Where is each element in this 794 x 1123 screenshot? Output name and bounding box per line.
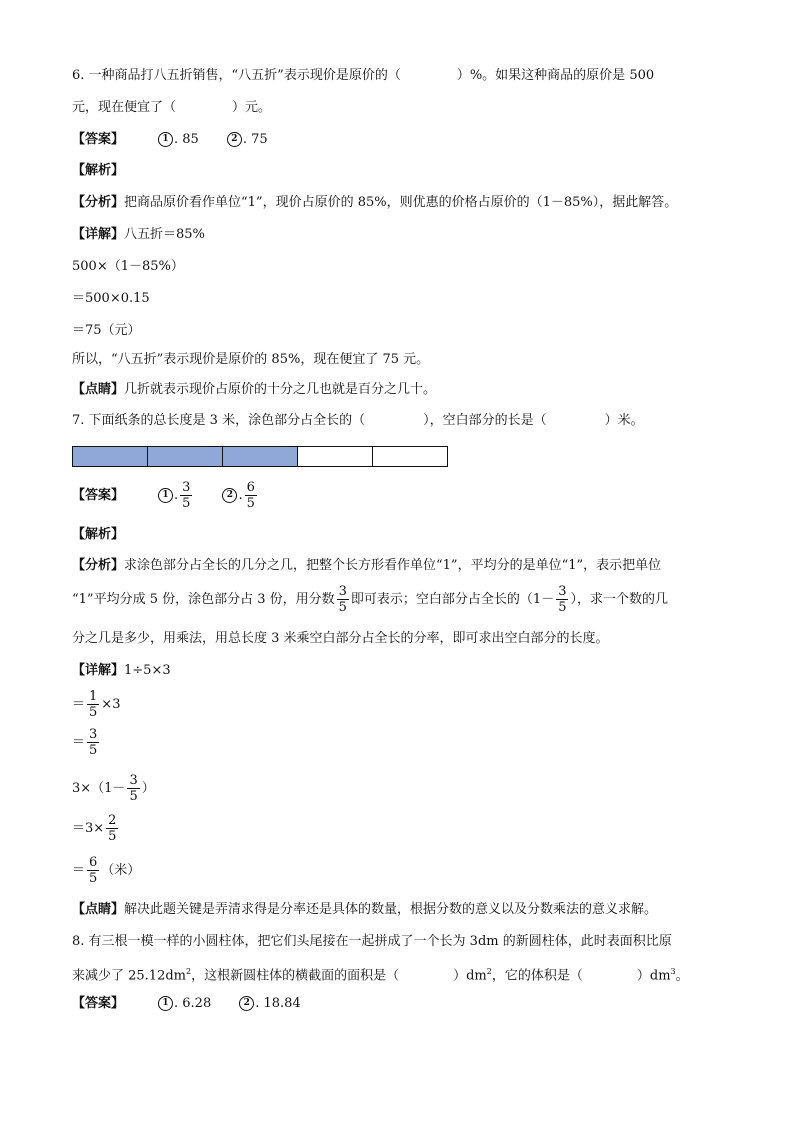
- strip-segment-blank: [373, 447, 447, 466]
- q7-step-3: 3×（1－ $\frac{3}{5}$ ）: [72, 773, 155, 804]
- q6-calc-2: ＝500×0.15: [72, 291, 150, 306]
- circled-number: 1: [158, 132, 173, 147]
- fraction: $\frac{3}{5}$: [182, 480, 191, 511]
- q7-analysis-line2: “1”平均分成 5 份，涂色部分占 3 份，用分数 $\frac{3}{5}$ 即可表示；空白部分占全长的（1－ $\frac{3}{5}$ ），求一个数的几: [72, 584, 668, 615]
- q6-stem-line1: 6. 一种商品打八五折销售，“八五折”表示现价是原价的（ ）%。如果这种商品的原价是 500: [72, 68, 655, 83]
- fraction: $\frac{2}{5}$: [108, 813, 117, 844]
- q8-stem-line1: 8. 有三根一模一样的小圆柱体，把它们头尾接在一起拼成了一个长为 3dm 的新圆柱体，此时表面积比原: [72, 934, 672, 949]
- q7-detail: 【详解】1÷5×3: [72, 663, 171, 678]
- q7-analysis-line3: 分之几是多少，用乘法，用总长度 3 米乘空白部分占全长的分率，即可求出空白部分的长度。: [72, 631, 609, 646]
- fraction: $\frac{6}{5}$: [246, 480, 255, 511]
- q7-answer: 【答案】 1 . $\frac{3}{5}$ 2 . $\frac{6}{5}$: [72, 480, 255, 511]
- circled-number: 1: [158, 996, 173, 1011]
- q7-step-2: ＝ $\frac{3}{5}$: [72, 727, 98, 758]
- strip-segment-shaded: [223, 447, 298, 466]
- q7-stem: 7. 下面纸条的总长度是 3 米，涂色部分占全长的（ ），空白部分的长是（ ）米。: [72, 413, 644, 428]
- fraction: $\frac{1}{5}$: [89, 689, 98, 720]
- q7-step-1: ＝ $\frac{1}{5}$ ×3: [72, 689, 121, 720]
- q6-calc-3: ＝75（元）: [72, 323, 141, 338]
- q6-analysis: 【分析】把商品原价看作单位“1”，现价占原价的 85%，则优惠的价格占原价的（1－85%），据此解答。: [72, 195, 678, 210]
- q6-key-point: 【点睛】几折就表示现价占原价的十分之几也就是百分之几十。: [72, 382, 437, 397]
- circled-number: 1: [158, 488, 173, 503]
- q7-step-4: ＝3× $\frac{2}{5}$: [72, 813, 117, 844]
- fraction: $\frac{3}{5}$: [89, 727, 98, 758]
- q6-stem-line2: 元，现在便宜了（ ）元。: [72, 100, 272, 115]
- paper-strip: [72, 446, 448, 467]
- q6-detail: 【详解】八五折＝85%: [72, 227, 205, 242]
- q6-calc-1: 500×（1－85%）: [72, 259, 184, 274]
- circled-number: 2: [239, 996, 254, 1011]
- q6-conclusion: 所以，“八五折”表示现价是原价的 85%，现在便宜了 75 元。: [72, 352, 430, 367]
- strip-segment-blank: [298, 447, 373, 466]
- q8-answer: 【答案】 1 . 6.28 2 . 18.84: [72, 996, 301, 1011]
- circled-number: 2: [227, 132, 242, 147]
- q7-step-5: ＝ $\frac{6}{5}$ （米）: [72, 855, 141, 886]
- q7-key-point: 【点睛】解决此题关键是弄清求得是分率还是具体的数量，根据分数的意义以及分数乘法的意义求解。: [72, 902, 658, 917]
- q6-jiexi-label: 【解析】: [72, 163, 125, 178]
- fraction: $\frac{6}{5}$: [89, 855, 98, 886]
- fraction: $\frac{3}{5}$: [129, 773, 138, 804]
- fraction: $\frac{3}{5}$: [558, 584, 567, 615]
- circled-number: 2: [222, 488, 237, 503]
- q7-jiexi-label: 【解析】: [72, 527, 125, 542]
- strip-segment-shaded: [73, 447, 148, 466]
- q6-answer: 【答案】 1 . 85 2 . 75: [72, 132, 268, 147]
- q7-analysis-line1: 【分析】求涂色部分占全长的几分之几，把整个长方形看作单位“1”，平均分的是单位“1”，表示把单位: [72, 558, 662, 573]
- strip-segment-shaded: [148, 447, 223, 466]
- fraction: $\frac{3}{5}$: [338, 584, 347, 615]
- q8-stem-line2: 来减少了 $25.12dm^2$，这根新圆柱体的横截面的面积是（ ）$dm^2$，它的体积是（ ）$dm^3$。: [72, 967, 689, 984]
